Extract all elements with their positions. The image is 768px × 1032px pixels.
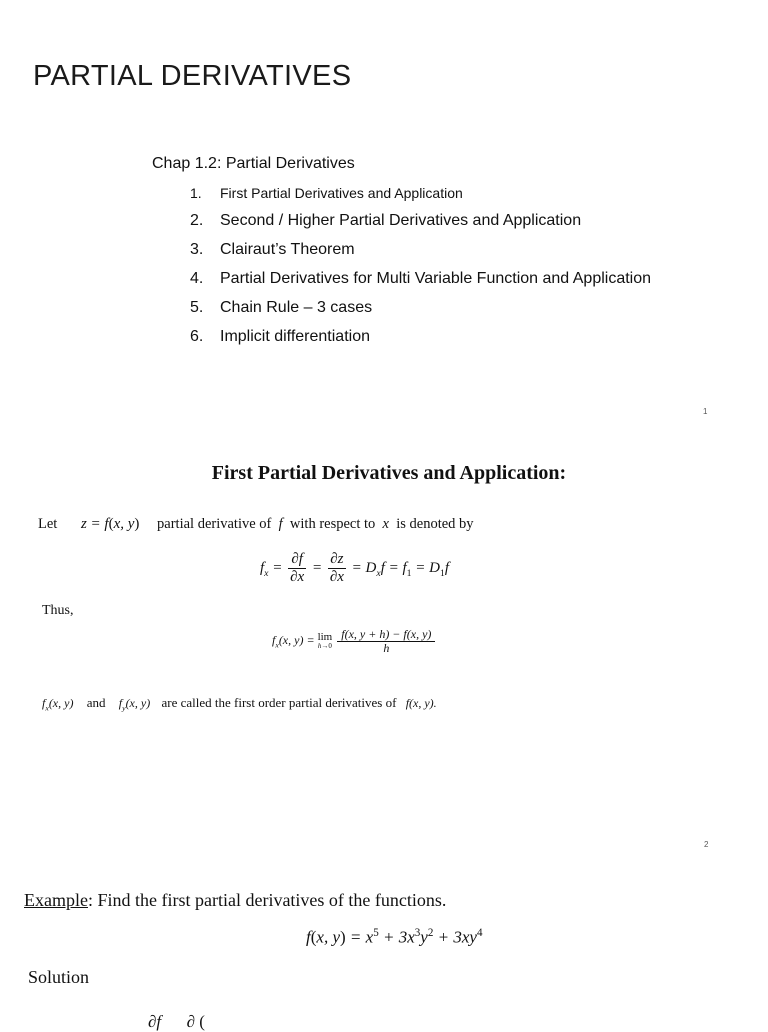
topic-item: 2. Second / Higher Partial Derivatives and Application (190, 212, 582, 229)
intro-text-a: partial derivative of (157, 516, 272, 532)
fxy-formula: f(x, y). (405, 696, 437, 710)
and-word: and (86, 695, 106, 710)
partial-notation-formula: $f_x$ = $\frac{\partial f}{\partial x}$ = $\frac{\partial z}{\partial x}$ = $D_xf = f_1 = D_1f$ (260, 551, 450, 585)
topic-item: 1. First Partial Derivatives and Application (190, 185, 463, 201)
example-label: Example (24, 890, 88, 910)
slide2-title: First Partial Derivatives and Application: (211, 462, 567, 484)
intro-text-c: is denoted by (396, 516, 474, 532)
example-text: : Find the first partial derivatives of the functions. (87, 890, 447, 910)
topic-item: 6. Implicit differentiation (190, 328, 370, 345)
limit-definition-formula: $f_x(x$, y) = lim h→0 $\frac{f(x, y + h) - f(x, y)}{h}$ (272, 628, 437, 655)
chapter-heading: Chap 1.2: Partial Derivatives (152, 155, 355, 172)
let-line: Let z = f(x, y) partial derivative of f with respect to x is denoted by (38, 516, 474, 532)
intro-text-b: with respect to (289, 516, 376, 532)
called-text: are called the first order partial derivatives of (161, 695, 397, 710)
fx-formula: $f_x(x$, y) (42, 696, 74, 713)
slide1-title: PARTIAL DERIVATIVES (33, 60, 352, 92)
topic-item: 4. Partial Derivatives for Multi Variable Function and Application (190, 270, 652, 287)
solution-partial-formula: ∂f ∂ ( (148, 1012, 205, 1031)
page-number-2: 2 (704, 840, 709, 849)
example-line (24, 890, 446, 911)
topic-list (190, 182, 651, 351)
example-function-formula: f(x, $y) = x^5 + 3x^3y^2 + 3xy^4$ (306, 927, 483, 947)
solution-label: Solution (28, 967, 90, 987)
first-order-line (42, 695, 437, 712)
z-equals-f-formula: z = f(x, y) (80, 516, 140, 532)
topic-item: 3. Clairaut’s Theorem (190, 241, 355, 258)
thus-label: Thus, (42, 603, 74, 618)
let-word: Let (38, 516, 58, 532)
topic-item: 5. Chain Rule – 3 cases (190, 299, 373, 316)
page-number-1: 1 (703, 407, 708, 416)
fy-formula: $f_y(x$, y) (118, 696, 151, 713)
